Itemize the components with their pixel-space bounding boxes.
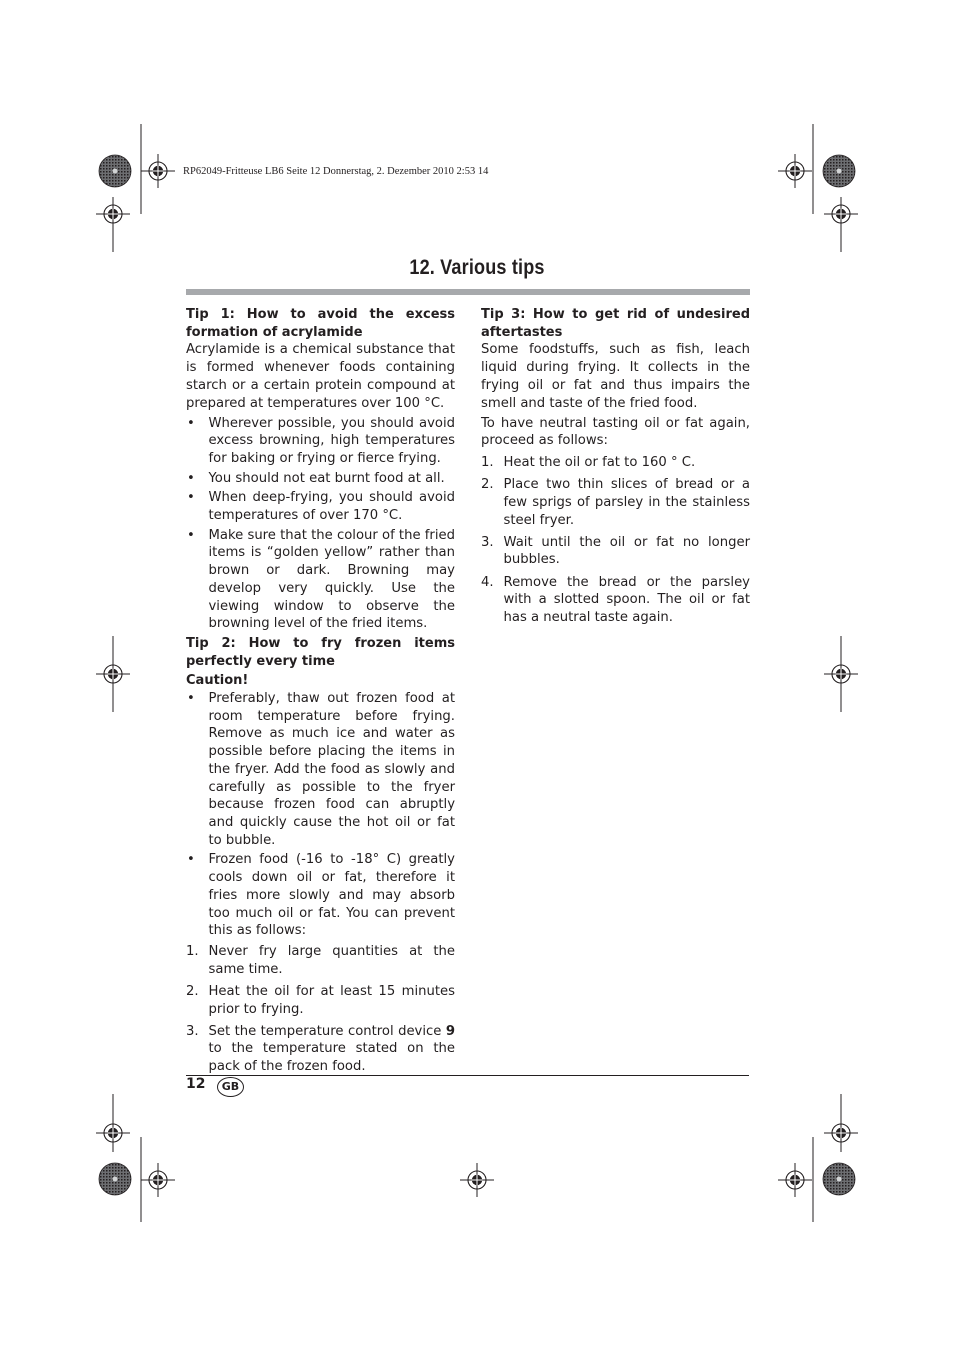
bullet-icon: •: [187, 852, 195, 868]
list-item: • Wherever possible, you should avoid excess browning, high temperatures for baking or frying or fierce frying.: [187, 415, 455, 466]
list-item: • Frozen food (-16 to -18° C) greatly cools down oil or fat, therefore it fries more slowly and may absorb too much oil or fat. You can prevent this as follows:: [187, 852, 455, 939]
tip2-heading: Tip 2: How to fry frozen items perfectly every time: [186, 635, 455, 669]
caution-label: Caution!: [186, 673, 249, 689]
page-title: 12. Various tips: [409, 256, 545, 279]
tip3-lead: To have neutral tasting oil or fat again, proceed as follows:: [481, 415, 750, 449]
list-item: 3. Set the temperature control device 9 to the temperature stated on the pack of the frozen food.: [186, 1023, 455, 1075]
tip1-intro: Acrylamide is a chemical substance that is formed whenever foods containing starch or a certain protein compound at prepared at temperatures over 100 °C.: [186, 342, 455, 411]
bullet-icon: •: [187, 691, 195, 707]
tip3-step-list: [481, 454, 750, 627]
tip2-bullet-list: [186, 690, 455, 940]
bullet-icon: •: [187, 490, 195, 506]
list-item: • Preferably, thaw out frozen food at room temperature before frying. Remove as much ice and water as possible before placing the items in the fryer. Add the food as slowly and carefully as possible to the fryer because frozen food can abruptly and quickly cause the hot oil or fat to bubble.: [187, 691, 455, 848]
right-column: [481, 306, 750, 631]
list-item: 4. Remove the bread or the parsley with a slotted spoon. The oil or fat has a neutral taste again.: [481, 574, 750, 626]
part-number: 9: [445, 1023, 455, 1039]
tip1-heading: Tip 1: How to avoid the excess formation of acrylamide: [186, 307, 455, 340]
list-item: 2. Place two thin slices of bread or a few sprigs of parsley in the stainless steel fryer.: [481, 477, 750, 528]
print-slug-header: RP62049-Fritteuse LB6 Seite 12 Donnerstag, 2. Dezember 2010 2:53 14: [183, 166, 489, 177]
bullet-icon: •: [187, 527, 195, 543]
list-item: • You should not eat burnt food at all.: [187, 470, 445, 486]
tip2-step-list: [186, 943, 455, 1076]
left-column: [186, 306, 455, 1080]
title-rule: [186, 289, 750, 295]
bullet-icon: •: [187, 470, 195, 486]
tip3-intro: Some foodstuffs, such as fish, leach liquid during frying. It collects in the frying oil or fat and thus impairs the smell and taste of the fried food.: [481, 342, 750, 411]
list-item: 3. Wait until the oil or fat no longer bubbles.: [481, 534, 750, 568]
list-item: • When deep-frying, you should avoid temperatures of over 170 °C.: [187, 490, 455, 524]
list-item: 1. Never fry large quantities at the same time.: [186, 943, 455, 977]
tip1-bullet-list: [186, 415, 455, 633]
language-badge: GB: [217, 1077, 244, 1097]
bullet-icon: •: [187, 415, 195, 431]
page-number: 12: [186, 1076, 206, 1092]
list-item: • Make sure that the colour of the fried items is “golden yellow” rather than brown or dark. Browning may develop very quickly. Use the viewing window to observe the browning level of the fried items.: [187, 527, 455, 632]
tip3-heading: Tip 3: How to get rid of undesired aftertastes: [481, 307, 750, 340]
list-item: 1. Heat the oil or fat to 160 ° C.: [481, 454, 696, 470]
list-item: 2. Heat the oil for at least 15 minutes prior to frying.: [186, 983, 455, 1017]
footer-rule: [186, 1075, 749, 1076]
